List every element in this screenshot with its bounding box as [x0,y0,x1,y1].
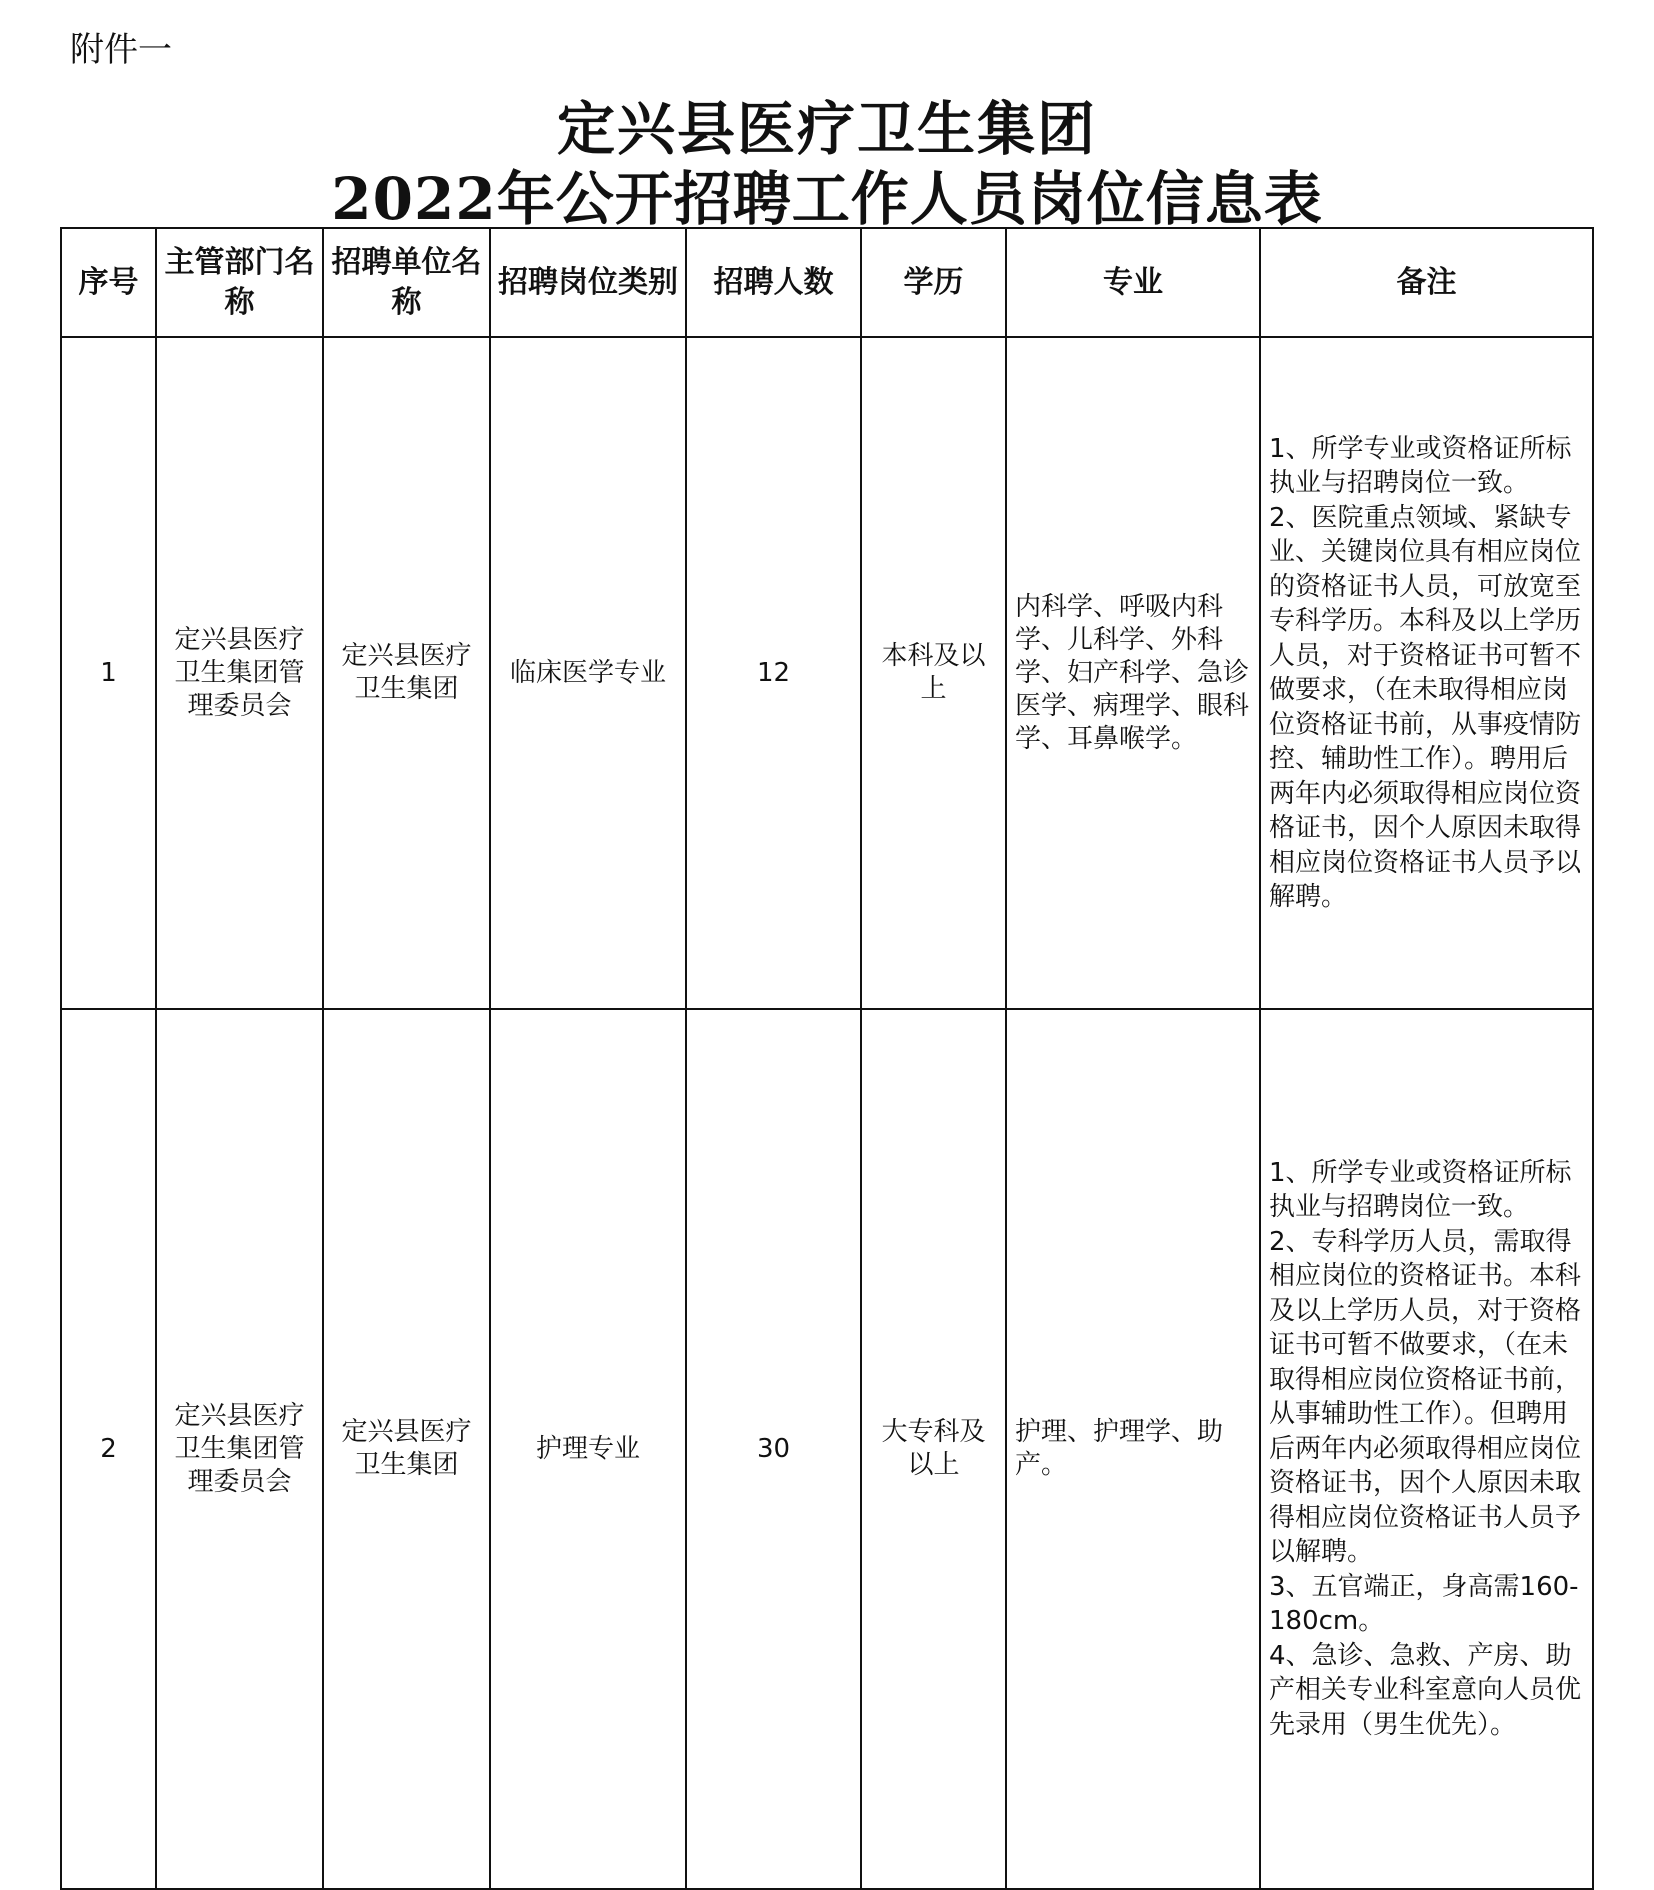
cell-department: 定兴县医疗卫生集团管理委员会 [156,337,323,1009]
page-title: 定兴县医疗卫生集团 [556,95,1097,163]
cell-unit: 定兴县医疗卫生集团 [323,1009,490,1889]
cell-unit: 定兴县医疗卫生集团 [323,337,490,1009]
header-count: 招聘人数 [686,228,861,337]
page-subtitle: 2022年公开招聘工作人员岗位信息表 [331,165,1323,233]
cell-serial: 1 [61,337,156,1009]
attachment-label: 附件一 [70,30,172,70]
cell-education: 大专科及以上 [861,1009,1006,1889]
recruitment-table [60,227,1594,1890]
cell-category: 临床医学专业 [490,337,686,1009]
cell-category: 护理专业 [490,1009,686,1889]
table-row [61,337,1593,1009]
header-notes: 备注 [1260,228,1593,337]
header-category: 招聘岗位类别 [490,228,686,337]
table-row [61,1009,1593,1889]
cell-major: 护理、护理学、助产。 [1006,1009,1260,1889]
header-education: 学历 [861,228,1006,337]
cell-count: 12 [686,337,861,1009]
cell-serial: 2 [61,1009,156,1889]
header-serial: 序号 [61,228,156,337]
header-department: 主管部门名称 [156,228,323,337]
header-unit: 招聘单位名称 [323,228,490,337]
cell-count: 30 [686,1009,861,1889]
cell-department: 定兴县医疗卫生集团管理委员会 [156,1009,323,1889]
header-major: 专业 [1006,228,1260,337]
cell-major: 内科学、呼吸内科学、儿科学、外科学、妇产科学、急诊医学、病理学、眼科学、耳鼻喉学。 [1006,337,1260,1009]
cell-notes: 1、所学专业或资格证所标执业与招聘岗位一致。 2、医院重点领域、紧缺专业、关键岗位具有相应岗位的资格证书人员，可放宽至专科学历。本科及以上学历人员，对于资格证书可暂不做要求，（在未取得相应岗位资格证书前，从事疫情防控、辅助性工作）。聘用后两年内必须取得相应岗位资格证书，因个人原因未取得相应岗位资格证书人员予以解聘。 [1260,337,1593,1009]
cell-education: 本科及以上 [861,337,1006,1009]
cell-notes: 1、所学专业或资格证所标执业与招聘岗位一致。 2、专科学历人员，需取得相应岗位的资格证书。本科及以上学历人员，对于资格证书可暂不做要求，（在未取得相应岗位资格证书前，从事辅助性工作）。但聘用后两年内必须取得相应岗位资格证书，因个人原因未取得相应岗位资格证书人员予以解聘。 3、五官端正，身高需160-180cm。 4、急诊、急救、产房、助产相关专业科室意向人员优先录用（男生优先）。 [1260,1009,1593,1889]
table-header-row [61,228,1593,337]
